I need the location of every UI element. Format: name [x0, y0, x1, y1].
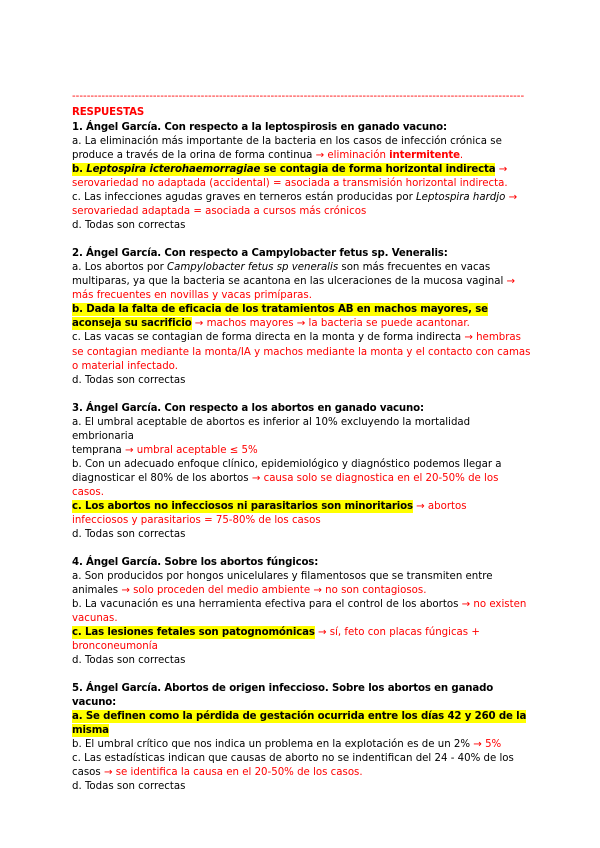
- option-line: [72, 149, 528, 163]
- question-3: [72, 402, 528, 542]
- option-text: embrionaria: [72, 430, 134, 442]
- option-c: [72, 500, 528, 528]
- option-line: [72, 500, 528, 514]
- option-line: [72, 191, 528, 205]
- option-line: [72, 458, 528, 472]
- question-5: [72, 682, 528, 794]
- correction-note: → 5%: [473, 739, 502, 751]
- option-c: [72, 191, 528, 219]
- correction-note: más frecuentes en novillas y vacas primíparas.: [72, 290, 312, 302]
- correction-note: o material infectado.: [72, 360, 178, 372]
- option-line: [72, 640, 528, 654]
- option-line: [72, 724, 528, 738]
- option-line: [72, 331, 528, 345]
- option-text: a. La eliminación más importante de la bacteria en los casos de infección crónica se: [72, 136, 502, 148]
- correction-note: →: [495, 164, 508, 176]
- option-line: [72, 780, 528, 794]
- correction-note: infecciosos y parasitarios = 75-80% de los casos: [72, 514, 321, 526]
- correction-note: → eliminación: [315, 150, 390, 162]
- option-line: [72, 612, 528, 626]
- option-text: son más frecuentes en vacas: [338, 262, 491, 274]
- option-line: [72, 486, 528, 500]
- option-text: b. La vacunación es una herramienta efectiva para el control de los abortos: [72, 599, 462, 611]
- correction-note: serovariedad adaptada = asociada a cursos más crónicos: [72, 206, 367, 218]
- correction-note: → hembras: [464, 332, 521, 344]
- correction-note: → causa solo se diagnostica en el 20-50% de los: [251, 472, 499, 484]
- separator-line: ---------------------------------------------------------------------------------------------------------------------------: [72, 91, 525, 102]
- option-c: [72, 752, 528, 780]
- option-d: [72, 219, 528, 233]
- question-title: 3. Ángel García. Con respecto a los abortos en ganado vacuno:: [72, 402, 424, 414]
- option-text: a. Los abortos por: [72, 262, 168, 274]
- option-line: [72, 710, 528, 724]
- option-text: d. Todas son correctas: [72, 528, 186, 540]
- option-text: multiparas, ya que la bacteria se acantona en las ulceraciones de la mucosa vaginal: [72, 276, 507, 288]
- option-text: diagnosticar el 80% de los abortos: [72, 472, 252, 484]
- correct-answer-text: b. Dada la falta de eficacia de los tratamientos AB en machos mayores, se: [72, 304, 488, 316]
- option-text: a. El umbral aceptable de abortos es inferior al 10% excluyendo la mortalidad: [72, 416, 471, 428]
- option-line: [72, 654, 528, 668]
- option-line: [72, 205, 528, 219]
- option-text: d. Todas son correctas: [72, 374, 186, 386]
- option-line: [72, 514, 528, 528]
- option-text: temprana: [72, 444, 126, 456]
- question-2: [72, 247, 531, 387]
- correct-answer-text: c. Los abortos no infecciosos ni parasitarios son minoritarios: [72, 500, 413, 512]
- correction-note: vacunas.: [72, 613, 118, 625]
- option-text: d. Todas son correctas: [72, 220, 186, 232]
- option-line: [72, 598, 528, 612]
- option-b: [72, 303, 528, 331]
- question-list: [72, 121, 531, 795]
- option-text: d. Todas son correctas: [72, 781, 186, 793]
- option-line: [72, 584, 528, 598]
- option-b: [72, 458, 528, 500]
- option-c: [72, 626, 528, 654]
- correction-note: .: [459, 150, 464, 162]
- option-d: [72, 654, 528, 668]
- option-line: [72, 135, 528, 149]
- option-text: d. Todas son correctas: [72, 655, 186, 667]
- option-text: produce a través de la orina de forma continua: [72, 150, 316, 162]
- option-line: [72, 416, 528, 430]
- option-text: c. Las infecciones agudas graves en terneros están producidas por: [72, 192, 416, 204]
- option-d: [72, 528, 528, 542]
- option-a: [72, 261, 528, 303]
- correct-answer-text: misma: [72, 725, 109, 737]
- question-title: 2. Ángel García. Con respecto a Campylobacter fetus sp. Veneralis:: [72, 248, 448, 260]
- option-b: [72, 163, 528, 191]
- option-a: [72, 570, 528, 598]
- option-line: [72, 752, 528, 766]
- correct-answer-text: se contagia de forma horizontal indirecta: [260, 164, 496, 176]
- correction-note: serovariedad no adaptada (accidental) = asociada a transmisión horizontal indirecta.: [72, 178, 508, 190]
- correction-note: →: [506, 276, 516, 288]
- option-line: [72, 163, 528, 177]
- option-line: [72, 444, 528, 458]
- option-line: [72, 528, 528, 542]
- option-line: [72, 626, 528, 640]
- correct-answer-text: c. Las lesiones fetales son patognomónicas: [72, 627, 315, 639]
- option-line: [72, 261, 528, 275]
- option-line: [72, 219, 528, 233]
- option-d: [72, 374, 528, 388]
- option-line: [72, 472, 528, 486]
- correction-note: → se identifica la causa en el 20-50% de los casos.: [103, 767, 363, 779]
- option-text: c. Las vacas se contagian de forma directa en la monta y de forma indirecta: [72, 332, 465, 344]
- option-text: a. Son producidos por hongos unicelulares y filamentosos que se transmiten entre: [72, 571, 493, 582]
- option-text: animales: [72, 585, 122, 597]
- correction-note: → solo proceden del medio ambiente → no son contagiosos.: [121, 585, 427, 597]
- option-b: [72, 738, 528, 752]
- correction-note: → abortos: [412, 500, 467, 512]
- correction-note: se contagian mediante la monta/IA y machos mediante la monta y el contacto con camas: [72, 346, 531, 358]
- question-title: 5. Ángel García. Abortos de origen infeccioso. Sobre los abortos en ganado: [72, 683, 494, 695]
- option-text: b. El umbral crítico que nos indica un problema en la explotación es de un 2%: [72, 739, 474, 751]
- correction-note: → umbral aceptable ≤ 5%: [125, 444, 258, 456]
- correct-answer-text: b.: [72, 164, 87, 176]
- option-line: [72, 360, 528, 374]
- species-name: Leptospira hardjo: [416, 192, 506, 204]
- option-line: [72, 289, 528, 303]
- option-text: casos: [72, 767, 104, 779]
- option-text: c. Las estadísticas indican que causas de aborto no se indentifican del 24 - 40% de los: [72, 753, 514, 765]
- option-c: [72, 331, 531, 373]
- option-d: [72, 780, 528, 794]
- species-name: Campylobacter fetus sp veneralis: [167, 262, 339, 274]
- correction-note: casos.: [72, 486, 104, 498]
- question-title: 1. Ángel García. Con respecto a la leptospirosis en ganado vacuno:: [72, 122, 447, 133]
- correction-note: → machos mayores → la bacteria se puede acantonar.: [191, 318, 470, 330]
- correction-note: →: [505, 192, 518, 204]
- correction-note: → sí, feto con placas fúngicas +: [314, 627, 480, 639]
- option-line: [72, 177, 528, 191]
- option-line: [72, 430, 528, 444]
- option-a: [72, 416, 528, 458]
- question-title: vacuno:: [72, 697, 117, 709]
- option-line: [72, 303, 528, 317]
- correct-answer-species: Leptospira icterohaemorragiae: [86, 164, 261, 176]
- option-a: [72, 710, 528, 738]
- option-a: [72, 135, 528, 163]
- question-1: [72, 121, 528, 233]
- option-b: [72, 598, 528, 626]
- question-title: 4. Ángel García. Sobre los abortos fúngicos:: [72, 556, 319, 568]
- option-line: [72, 570, 528, 584]
- option-line: [72, 374, 528, 388]
- question-4: [72, 556, 528, 668]
- option-line: [72, 346, 531, 360]
- option-line: [72, 317, 528, 331]
- correct-answer-text: aconseja su sacrificio: [72, 318, 192, 330]
- answers-heading: RESPUESTAS: [72, 107, 145, 118]
- option-line: [72, 766, 528, 780]
- document-page: [72, 90, 531, 795]
- correction-emphasis: intermitente: [389, 150, 460, 162]
- correct-answer-text: a. Se definen como la pérdida de gestación ocurrida entre los días 42 y 260 de la: [72, 711, 527, 723]
- correction-note: bronconeumonía: [72, 641, 158, 653]
- correction-note: → no existen: [461, 599, 527, 611]
- option-line: [72, 275, 528, 289]
- option-line: [72, 738, 528, 752]
- option-text: b. Con un adecuado enfoque clínico, epidemiológico y diagnóstico podemos llegar a: [72, 458, 502, 470]
